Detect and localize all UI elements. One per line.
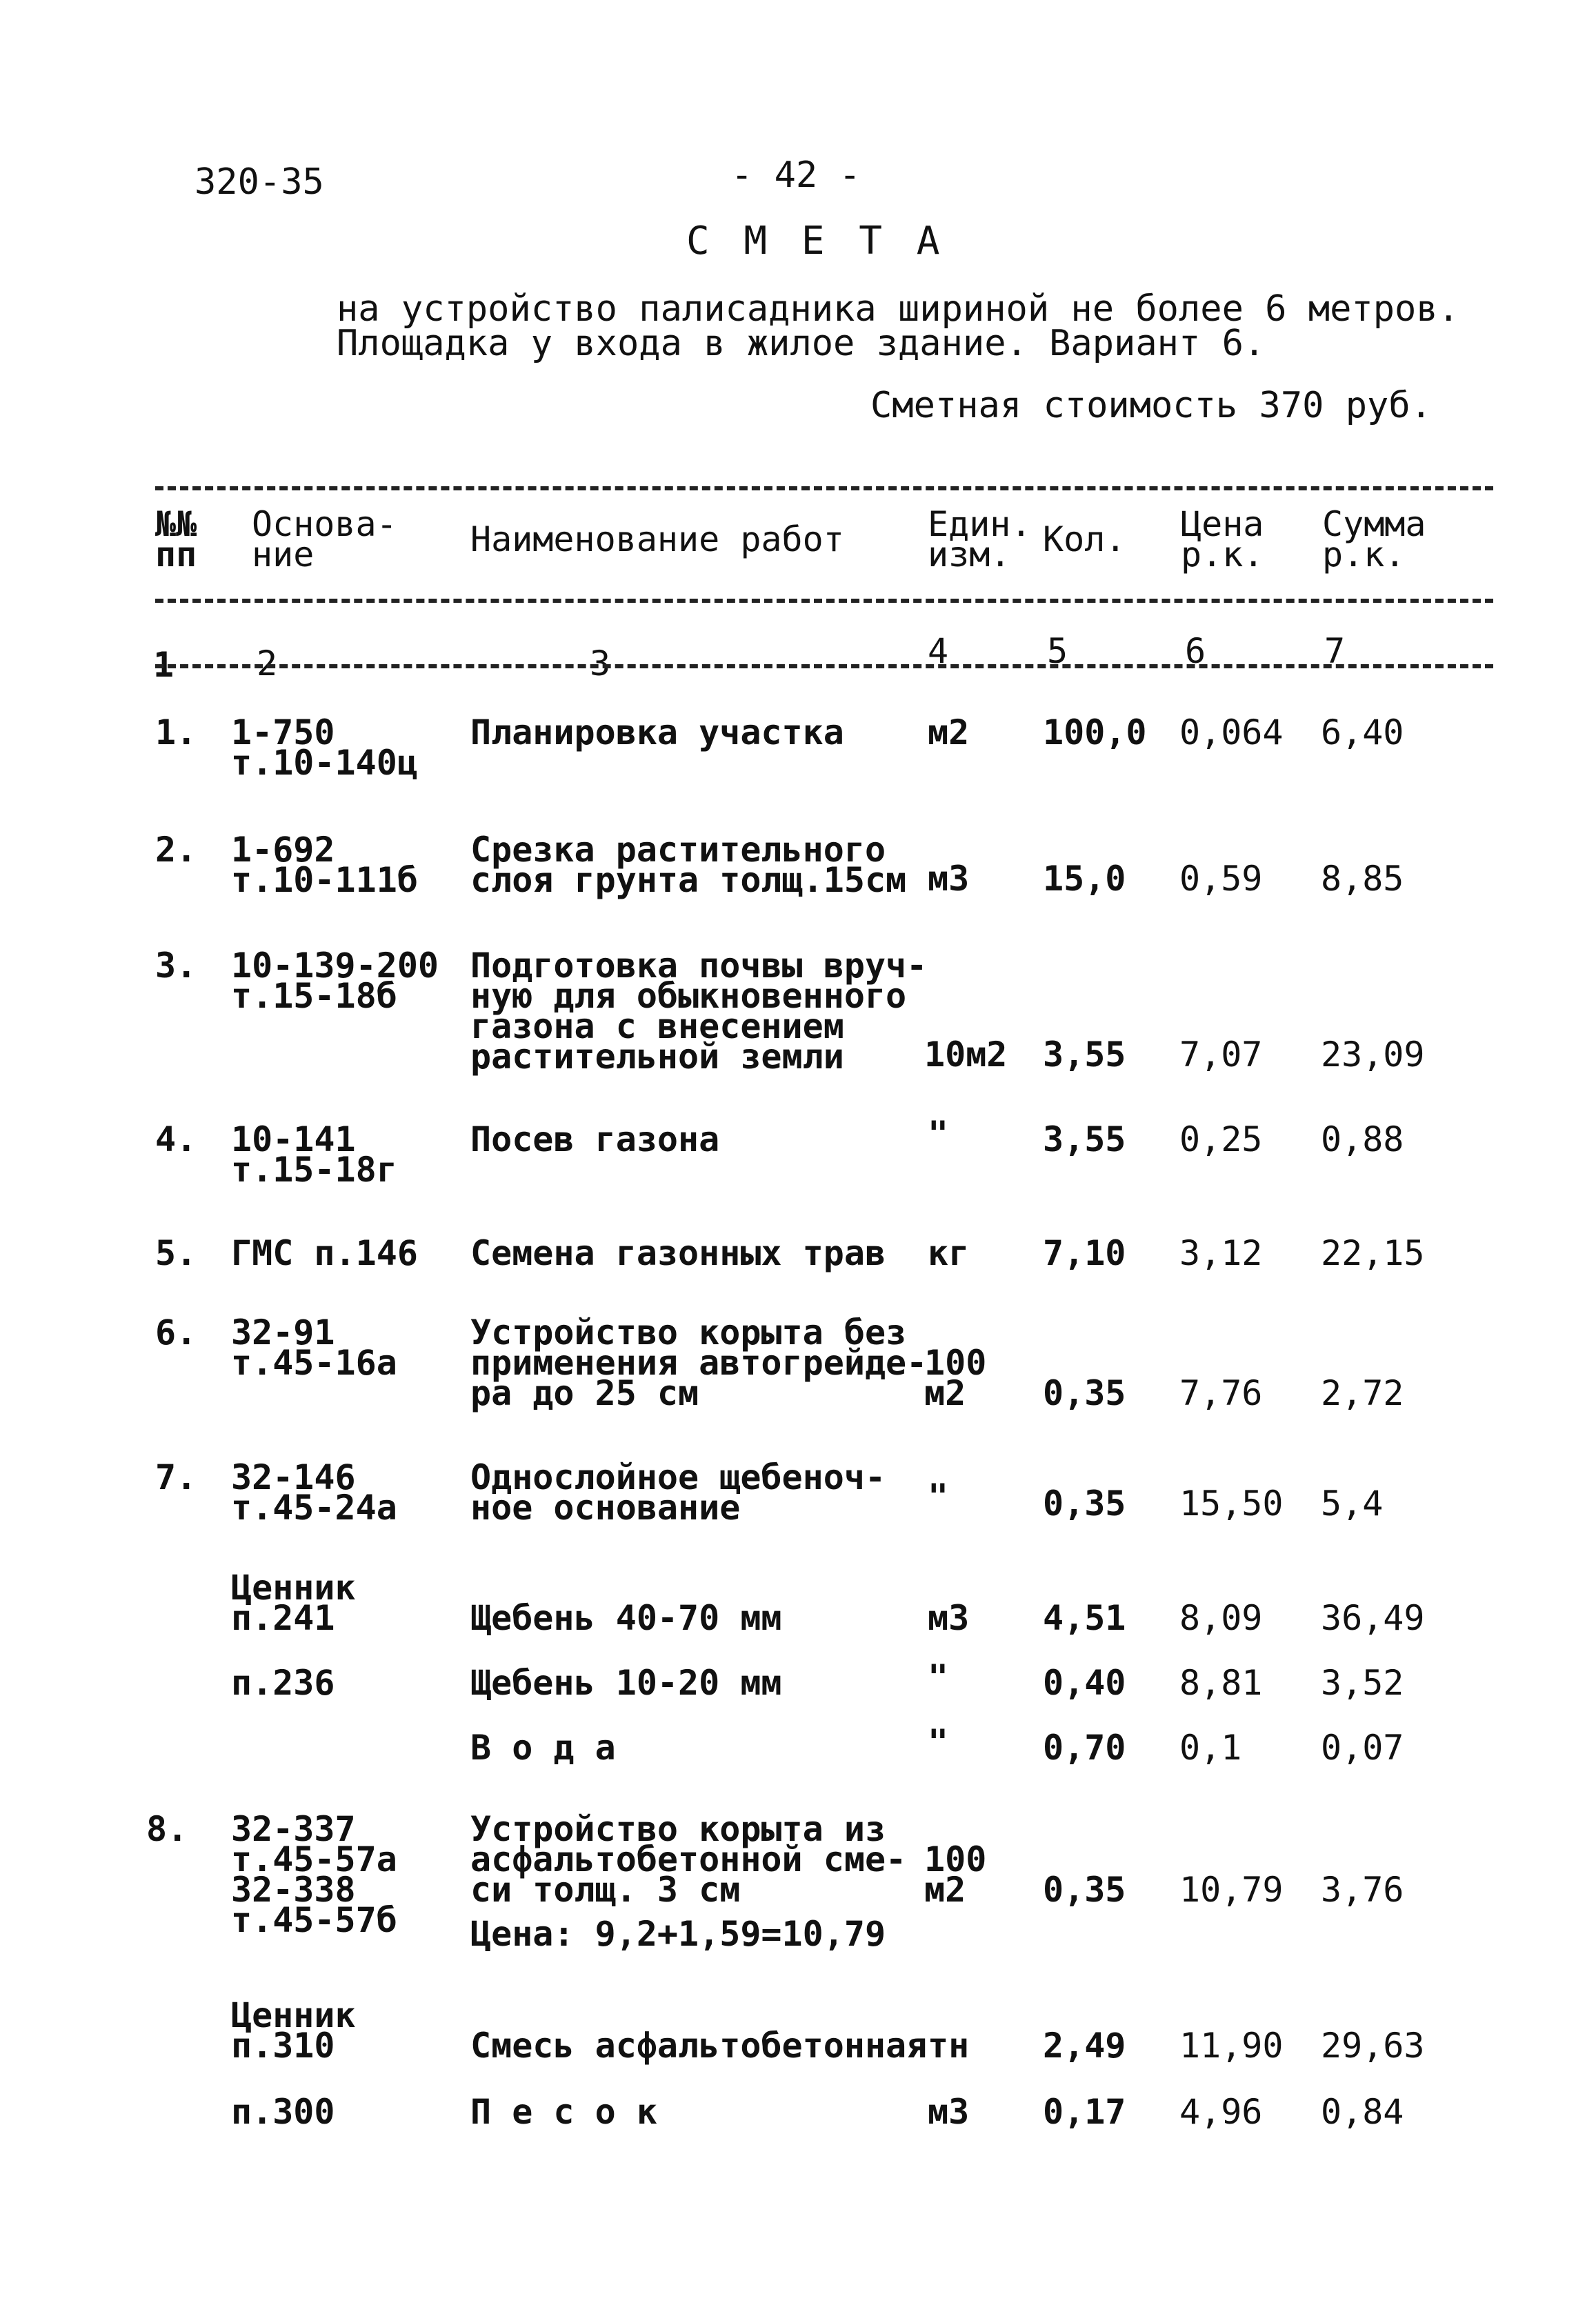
row-7c-unit: " (928, 1722, 949, 1762)
page-number: - 42 - (731, 154, 861, 196)
col-number-3: 3 (590, 643, 611, 683)
row-7a-qty: 4,51 (1043, 1598, 1126, 1638)
row-7a-price: 8,09 (1179, 1598, 1263, 1638)
row-5-sum: 22,15 (1321, 1233, 1425, 1273)
row-8b-basis: п.300 (231, 2092, 335, 2132)
row-6-unit: 100 м2 (924, 1343, 987, 1413)
cost-line: Сметная стоимость 370 руб. (870, 385, 1432, 426)
row-2-basis: 1-692 т.10-111б (231, 830, 418, 900)
row-2-num: 2. (155, 830, 197, 870)
col-number-7: 7 (1324, 631, 1346, 671)
header-unit: Един. изм. (928, 504, 1032, 575)
row-8a-unit: тн (928, 2026, 970, 2066)
row-8a-name: Смесь асфальтобетонная (470, 2026, 928, 2066)
row-4-basis: 10-141 т.15-18г (231, 1119, 397, 1190)
row-8b-unit: м3 (928, 2092, 970, 2132)
header-basis: Основа- ние (252, 504, 397, 575)
col-number-5: 5 (1047, 631, 1068, 671)
row-7-price: 15,50 (1179, 1484, 1284, 1524)
row-8-num: 8. (146, 1809, 188, 1849)
row-7b-unit: " (928, 1657, 949, 1697)
row-6-name: Устройство корыта без применения автогрейде- ра до 25 см (470, 1313, 928, 1413)
col-number-2: 2 (257, 643, 278, 683)
row-2-qty: 15,0 (1043, 859, 1126, 899)
subtitle-line-2: Площадка у входа в жилое здание. Вариант 6. (337, 323, 1266, 364)
row-5-unit: кг (928, 1233, 970, 1273)
row-7-name: Однослойное щебеноч- ное основание (470, 1457, 886, 1528)
row-3-unit: 10м2 (924, 1035, 1008, 1075)
row-8b-name: П е с о к (470, 2092, 657, 2132)
row-7a-sum: 36,49 (1321, 1598, 1425, 1638)
row-4-unit: " (928, 1114, 949, 1154)
row-8-name: Устройство корыта из асфальтобетонной сме- си толщ. 3 см (470, 1809, 907, 1910)
col-number-6: 6 (1185, 631, 1206, 671)
row-7c-sum: 0,07 (1321, 1728, 1404, 1768)
row-6-basis: 32-91 т.45-16а (231, 1313, 397, 1383)
row-2-price: 0,59 (1179, 859, 1263, 899)
row-5-price: 3,12 (1179, 1233, 1263, 1273)
row-7c-name: В о д а (470, 1728, 616, 1768)
header-sum: Сумма р.к. (1322, 504, 1426, 575)
row-5-name: Семена газонных трав (470, 1233, 886, 1273)
header-bottom-rule (155, 599, 1493, 603)
row-8b-price: 4,96 (1179, 2092, 1263, 2132)
row-7-sum: 5,4 (1321, 1484, 1384, 1524)
header-top-rule (155, 486, 1493, 490)
col-numbers-rule (155, 664, 1493, 668)
row-4-num: 4. (155, 1119, 197, 1159)
row-3-sum: 23,09 (1321, 1035, 1425, 1075)
row-7a-unit: м3 (928, 1598, 970, 1638)
row-4-price: 0,25 (1179, 1119, 1263, 1159)
row-8b-qty: 0,17 (1043, 2092, 1126, 2132)
header-name: Наименование работ (470, 519, 844, 559)
col-number-1: 1 (153, 645, 174, 685)
row-1-unit: м2 (928, 712, 970, 752)
row-8-unit: 100 м2 (924, 1839, 987, 1910)
header-num: №№ пп (155, 504, 197, 575)
page-title: С М Е Т А (686, 219, 946, 263)
row-3-price: 7,07 (1179, 1035, 1263, 1075)
doc-number: 320-35 (194, 161, 324, 203)
row-7b-price: 8,81 (1179, 1663, 1263, 1703)
row-6-qty: 0,35 (1043, 1373, 1126, 1413)
row-8a-qty: 2,49 (1043, 2026, 1126, 2066)
row-5-basis: ГМС п.146 (231, 1233, 418, 1273)
row-4-name: Посев газона (470, 1119, 720, 1159)
header-qty: Кол. (1043, 519, 1126, 559)
row-8b-sum: 0,84 (1321, 2092, 1404, 2132)
row-2-sum: 8,85 (1321, 859, 1404, 899)
row-1-basis: 1-750 т.10-140ц (231, 712, 418, 783)
row-5-qty: 7,10 (1043, 1233, 1126, 1273)
row-8a-basis: Ценник п.310 (231, 1995, 356, 2066)
row-3-basis: 10-139-200 т.15-18б (231, 946, 439, 1016)
row-1-num: 1. (155, 712, 197, 752)
row-7b-sum: 3,52 (1321, 1663, 1404, 1703)
row-3-name: Подготовка почвы вруч- ную для обыкновенного газона с внесением растительной земли (470, 946, 928, 1077)
row-8-basis: 32-337 т.45-57а 32-338 т.45-57б (231, 1809, 397, 1940)
row-8-price: 10,79 (1179, 1870, 1284, 1910)
row-7-qty: 0,35 (1043, 1484, 1126, 1524)
row-7c-qty: 0,70 (1043, 1728, 1126, 1768)
row-8a-sum: 29,63 (1321, 2026, 1425, 2066)
row-3-qty: 3,55 (1043, 1035, 1126, 1075)
row-7b-qty: 0,40 (1043, 1663, 1126, 1703)
row-7a-basis: Ценник п.241 (231, 1568, 356, 1638)
row-1-sum: 6,40 (1321, 712, 1404, 752)
row-7-num: 7. (155, 1457, 197, 1497)
col-number-4: 4 (928, 631, 949, 671)
row-5-num: 5. (155, 1233, 197, 1273)
subtitle-line-1: на устройство палисадника шириной не более 6 метров. (337, 288, 1459, 330)
row-7-unit: " (928, 1477, 949, 1517)
row-7b-name: Щебень 10-20 мм (470, 1663, 782, 1703)
row-2-name: Срезка растительного слоя грунта толщ.15см (470, 830, 907, 900)
row-6-num: 6. (155, 1313, 197, 1353)
row-6-price: 7,76 (1179, 1373, 1263, 1413)
row-2-unit: м3 (928, 859, 970, 899)
row-4-qty: 3,55 (1043, 1119, 1126, 1159)
row-1-qty: 100,0 (1043, 712, 1147, 752)
row-8-sum: 3,76 (1321, 1870, 1404, 1910)
row-8-price-formula: Цена: 9,2+1,59=10,79 (470, 1914, 886, 1954)
header-price: Цена р.к. (1181, 504, 1264, 575)
row-1-price: 0,064 (1179, 712, 1284, 752)
row-7-basis: 32-146 т.45-24а (231, 1457, 397, 1528)
row-8-qty: 0,35 (1043, 1870, 1126, 1910)
row-7b-basis: п.236 (231, 1663, 335, 1703)
row-8a-price: 11,90 (1179, 2026, 1284, 2066)
row-3-num: 3. (155, 946, 197, 986)
row-4-sum: 0,88 (1321, 1119, 1404, 1159)
row-6-sum: 2,72 (1321, 1373, 1404, 1413)
row-7a-name: Щебень 40-70 мм (470, 1598, 782, 1638)
row-1-name: Планировка участка (470, 712, 844, 752)
row-7c-price: 0,1 (1179, 1728, 1242, 1768)
